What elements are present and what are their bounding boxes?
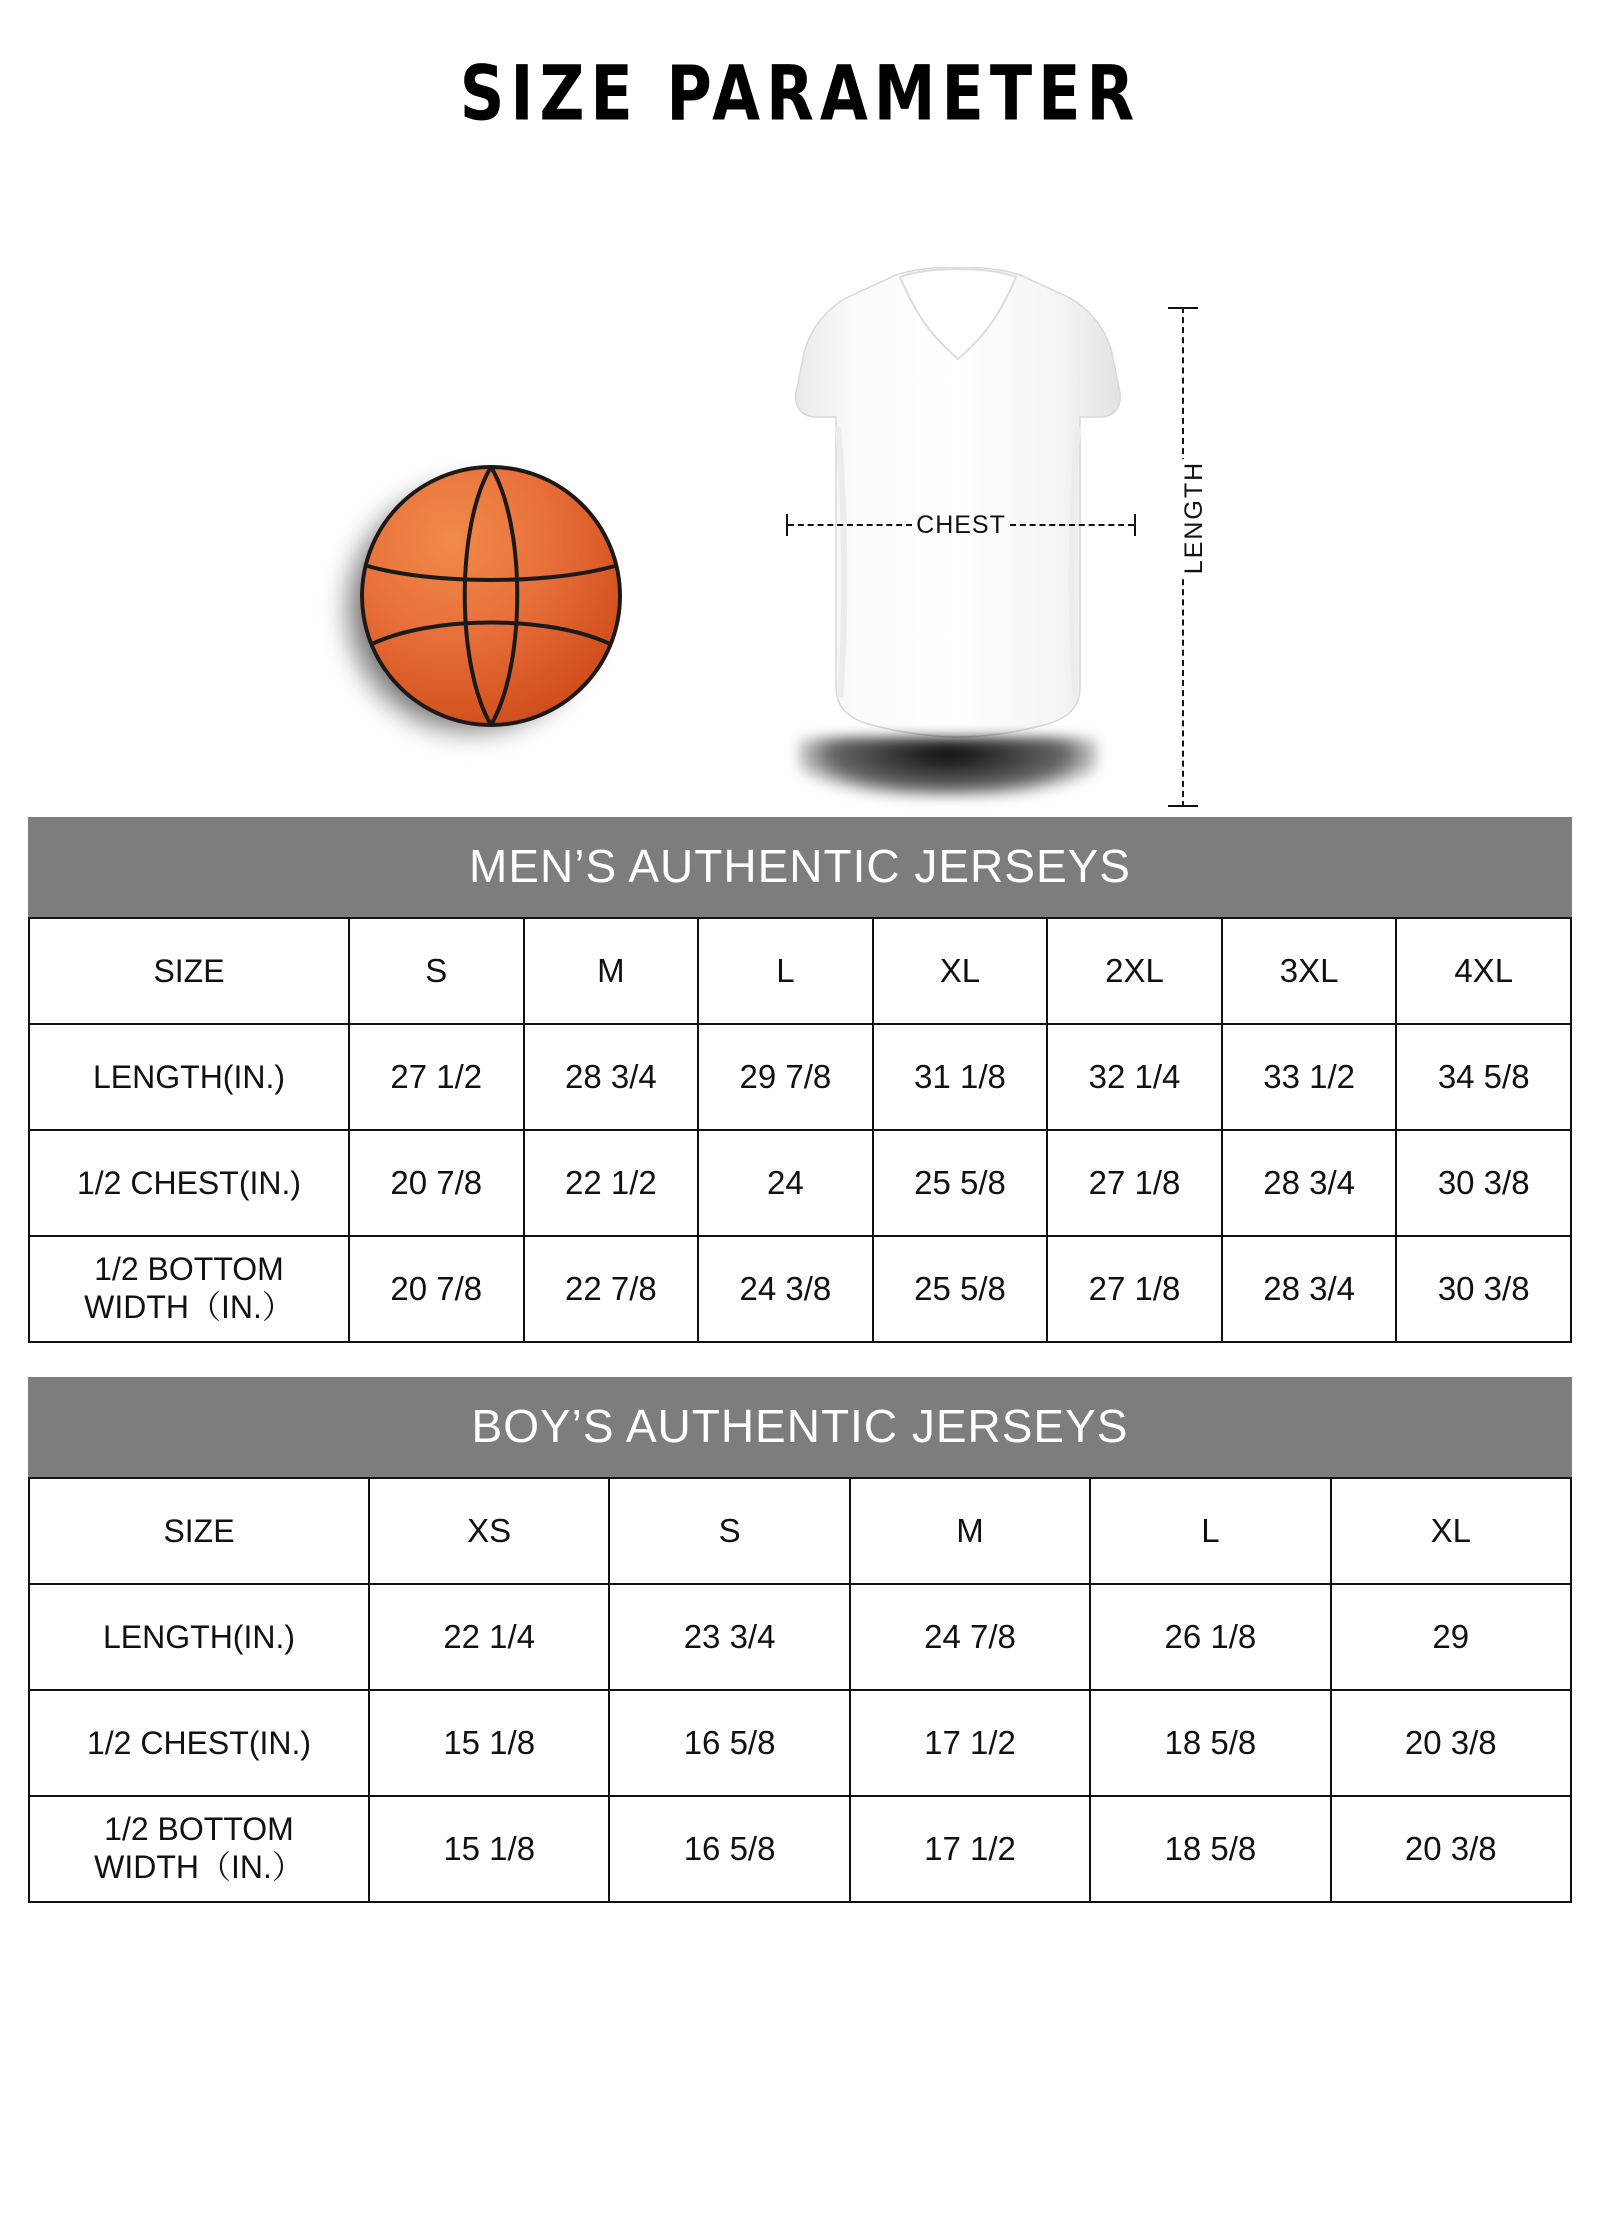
mens-table-header: MEN’S AUTHENTIC JERSEYS xyxy=(28,817,1572,917)
table-cell: 30 3/8 xyxy=(1396,1130,1571,1236)
column-header: 3XL xyxy=(1222,918,1397,1024)
table-row xyxy=(29,1690,1571,1796)
table-cell: 15 1/8 xyxy=(369,1690,609,1796)
table-cell: 27 1/2 xyxy=(349,1024,524,1130)
length-cap-bottom xyxy=(1168,805,1198,807)
table-cell: 17 1/2 xyxy=(850,1796,1090,1902)
row-label-line1: 1/2 BOTTOM xyxy=(104,1811,294,1848)
column-header: M xyxy=(850,1478,1090,1584)
column-header: XL xyxy=(873,918,1048,1024)
row-label xyxy=(29,1796,369,1902)
chest-measurement xyxy=(786,510,1136,539)
jersey-shadow xyxy=(798,737,1098,797)
table-cell: 34 5/8 xyxy=(1396,1024,1571,1130)
table-cell: 27 1/8 xyxy=(1047,1130,1222,1236)
column-header: 4XL xyxy=(1396,918,1571,1024)
table-cell: 25 5/8 xyxy=(873,1130,1048,1236)
table-row xyxy=(29,1024,1571,1130)
page-title: SIZE PARAMETER xyxy=(459,48,1141,138)
chest-label: CHEST xyxy=(916,510,1006,539)
table-row xyxy=(29,1796,1571,1902)
column-header: SIZE xyxy=(29,1478,369,1584)
table-row xyxy=(29,1584,1571,1690)
table-row xyxy=(29,1130,1571,1236)
table-cell: 28 3/4 xyxy=(1222,1236,1397,1342)
table-cell: 17 1/2 xyxy=(850,1690,1090,1796)
table-cell: 15 1/8 xyxy=(369,1796,609,1902)
basketball-seams-icon xyxy=(360,465,622,727)
table-cell: 28 3/4 xyxy=(524,1024,699,1130)
basketball-ball xyxy=(360,465,622,727)
table-cell: 28 3/4 xyxy=(1222,1130,1397,1236)
row-label-line1: 1/2 BOTTOM xyxy=(94,1251,284,1288)
column-header: SIZE xyxy=(29,918,349,1024)
row-label xyxy=(29,1236,349,1342)
length-label: LENGTH xyxy=(1174,459,1215,576)
row-label-line2: WIDTH（IN.） xyxy=(84,1289,294,1325)
column-header: L xyxy=(1090,1478,1330,1584)
column-header: S xyxy=(349,918,524,1024)
boys-table-header: BOY’S AUTHENTIC JERSEYS xyxy=(28,1377,1572,1477)
table-cell: 29 xyxy=(1331,1584,1571,1690)
table-row xyxy=(29,1478,1571,1584)
table-cell: 18 5/8 xyxy=(1090,1690,1330,1796)
row-label: 1/2 CHEST(IN.) xyxy=(29,1130,349,1236)
mens-size-table xyxy=(28,917,1572,1343)
table-cell: 20 7/8 xyxy=(349,1130,524,1236)
column-header: XS xyxy=(369,1478,609,1584)
table-cell: 32 1/4 xyxy=(1047,1024,1222,1130)
column-header: S xyxy=(609,1478,849,1584)
chest-dash-left xyxy=(788,524,912,526)
illustration-area xyxy=(28,117,1572,817)
basketball-icon xyxy=(328,457,638,767)
jersey-diagram xyxy=(768,267,1209,827)
table-cell: 26 1/8 xyxy=(1090,1584,1330,1690)
table-row xyxy=(29,1236,1571,1342)
table-cell: 29 7/8 xyxy=(698,1024,873,1130)
boys-table-block xyxy=(28,1377,1572,1903)
column-header: L xyxy=(698,918,873,1024)
table-cell: 16 5/8 xyxy=(609,1796,849,1902)
table-cell: 25 5/8 xyxy=(873,1236,1048,1342)
row-label: LENGTH(IN.) xyxy=(29,1584,369,1690)
table-cell: 24 3/8 xyxy=(698,1236,873,1342)
table-cell: 20 3/8 xyxy=(1331,1690,1571,1796)
table-cell: 27 1/8 xyxy=(1047,1236,1222,1342)
row-label-line2: WIDTH（IN.） xyxy=(94,1849,304,1885)
table-cell: 18 5/8 xyxy=(1090,1796,1330,1902)
table-cell: 22 1/4 xyxy=(369,1584,609,1690)
table-cell: 22 7/8 xyxy=(524,1236,699,1342)
boys-size-table xyxy=(28,1477,1572,1903)
table-cell: 20 3/8 xyxy=(1331,1796,1571,1902)
table-row xyxy=(29,918,1571,1024)
table-cell: 22 1/2 xyxy=(524,1130,699,1236)
row-label: LENGTH(IN.) xyxy=(29,1024,349,1130)
chest-dash-right xyxy=(1010,524,1134,526)
mens-table-block xyxy=(28,817,1572,1343)
table-cell: 24 7/8 xyxy=(850,1584,1090,1690)
table-cell: 24 xyxy=(698,1130,873,1236)
chest-tick-right xyxy=(1134,514,1136,536)
table-cell: 20 7/8 xyxy=(349,1236,524,1342)
table-cell: 30 3/8 xyxy=(1396,1236,1571,1342)
table-cell: 23 3/4 xyxy=(609,1584,849,1690)
table-cell: 33 1/2 xyxy=(1222,1024,1397,1130)
table-cell: 16 5/8 xyxy=(609,1690,849,1796)
column-header: XL xyxy=(1331,1478,1571,1584)
column-header: M xyxy=(524,918,699,1024)
column-header: 2XL xyxy=(1047,918,1222,1024)
table-cell: 31 1/8 xyxy=(873,1024,1048,1130)
length-measurement xyxy=(1148,297,1218,817)
row-label: 1/2 CHEST(IN.) xyxy=(29,1690,369,1796)
